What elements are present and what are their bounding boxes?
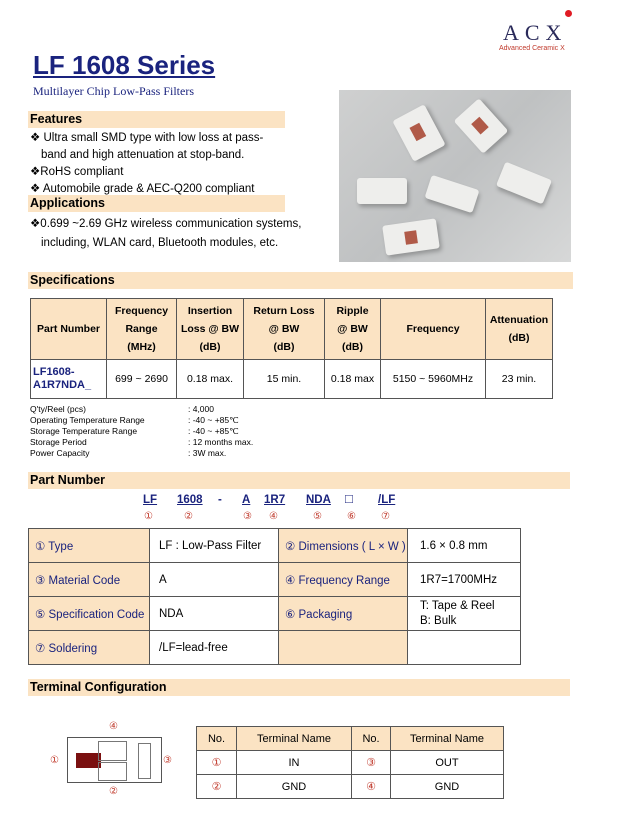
- pn-index: ④: [269, 511, 278, 522]
- terminal-row: [197, 775, 504, 799]
- terminal-header-row: [197, 727, 504, 751]
- spec-header: Part Number: [31, 299, 107, 360]
- pn-label: [279, 631, 408, 665]
- pn-table-row: [29, 631, 521, 665]
- spec-row: [31, 360, 553, 399]
- param-row: Q'ty/Reel (pcs) : 4,000: [30, 404, 214, 414]
- terminal-header: Terminal Name: [391, 727, 504, 751]
- logo: ACX: [503, 20, 568, 45]
- terminal-diagram: [67, 737, 162, 783]
- feature-item: ❖RoHS compliant: [30, 166, 124, 178]
- spec-return-loss: 15 min.: [244, 360, 325, 399]
- terminal-header: No.: [197, 727, 237, 751]
- pn-value: [408, 631, 521, 665]
- pn-value: /LF=lead-free: [150, 631, 279, 665]
- terminal-header: No.: [352, 727, 391, 751]
- terminal-name: GND: [237, 775, 352, 799]
- page-subtitle: Multilayer Chip Low-Pass Filters: [33, 84, 194, 98]
- feature-item: ❖ Ultra small SMD type with low loss at pass-: [30, 132, 264, 144]
- spec-header: Frequency: [381, 299, 486, 360]
- feature-item: band and high attenuation at stop-band.: [41, 149, 245, 161]
- page-title: LF 1608 Series: [33, 50, 216, 80]
- pn-label: ④ Frequency Range: [279, 563, 408, 597]
- pn-label: ⑦ Soldering: [29, 631, 150, 665]
- part-number-heading: Part Number: [28, 472, 570, 489]
- spec-header-row: [31, 299, 553, 360]
- pn-index: ⑤: [313, 511, 322, 522]
- application-item: including, WLAN card, Bluetooth modules, etc.: [41, 237, 279, 249]
- terminal-3-label: ③: [163, 755, 172, 766]
- terminal-row: [197, 751, 504, 775]
- feature-item: ❖ Automobile grade & AEC-Q200 compliant: [30, 183, 255, 195]
- pn-code-lf: LF: [143, 494, 158, 506]
- terminal-name: OUT: [391, 751, 504, 775]
- param-row: Operating Temperature Range : -40 ~ +85℃: [30, 415, 239, 425]
- pn-value: 1R7=1700MHz: [408, 563, 521, 597]
- applications-heading: Applications: [28, 195, 285, 212]
- spec-frequency: 5150 ~ 5960MHz: [381, 360, 486, 399]
- terminal-header: Terminal Name: [237, 727, 352, 751]
- pn-index: ⑦: [381, 511, 390, 522]
- pn-label: ① Type: [29, 529, 150, 563]
- terminal-name: GND: [391, 775, 504, 799]
- pn-value: 1.6 × 0.8 mm: [408, 529, 521, 563]
- spec-header: Insertion Loss @ BW (dB): [177, 299, 244, 360]
- pn-table-row: [29, 597, 521, 631]
- pn-index: ①: [144, 511, 153, 522]
- terminal-2-label: ②: [109, 786, 118, 797]
- applications-list: [30, 215, 301, 253]
- terminal-no: ④: [352, 775, 391, 799]
- pn-index: ③: [243, 511, 252, 522]
- pn-code-packaging: □: [345, 491, 353, 506]
- pn-code-soldering: /LF: [378, 494, 396, 506]
- spec-insertion-loss: 0.18 max.: [177, 360, 244, 399]
- terminal-name: IN: [237, 751, 352, 775]
- pn-index: ②: [184, 511, 193, 522]
- terminal-no: ①: [197, 751, 237, 775]
- output-pad: [138, 743, 151, 779]
- pn-value: A: [150, 563, 279, 597]
- pn-code-spec: NDA: [306, 494, 331, 506]
- features-list: [30, 130, 263, 198]
- terminal-no: ②: [197, 775, 237, 799]
- gnd-pad-bottom: [98, 762, 127, 781]
- specifications-table: [30, 298, 553, 399]
- spec-ripple: 0.18 max: [325, 360, 381, 399]
- terminal-no: ③: [352, 751, 391, 775]
- spec-freq-range: 699 ~ 2690: [107, 360, 177, 399]
- param-row: Storage Temperature Range : -40 ~ +85℃: [30, 426, 239, 436]
- parameters-list: [30, 404, 330, 459]
- pn-index: ⑥: [347, 511, 356, 522]
- part-number-table: [28, 528, 521, 665]
- pn-table-row: [29, 529, 521, 563]
- pn-value: NDA: [150, 597, 279, 631]
- pn-value: LF : Low-Pass Filter: [150, 529, 279, 563]
- pn-value: T: Tape & Reel B: Bulk: [408, 597, 521, 631]
- spec-header: Return Loss @ BW (dB): [244, 299, 325, 360]
- pn-label: ⑤ Specification Code: [29, 597, 150, 631]
- spec-header: Frequency Range (MHz): [107, 299, 177, 360]
- pn-code-dash: -: [218, 494, 222, 506]
- terminal-config-heading: Terminal Configuration: [28, 679, 570, 696]
- param-row: Power Capacity : 3W max.: [30, 448, 227, 458]
- pn-label: ⑥ Packaging: [279, 597, 408, 631]
- spec-header: Attenuation (dB): [486, 299, 553, 360]
- logo-dot: [565, 10, 572, 17]
- terminal-4-label: ④: [109, 721, 118, 732]
- product-photo: [339, 90, 571, 262]
- spec-header: Ripple @ BW (dB): [325, 299, 381, 360]
- spec-part-number: LF1608- A1R7NDA_: [31, 360, 107, 399]
- features-heading: Features: [28, 111, 285, 128]
- pn-table-row: [29, 563, 521, 597]
- pn-code-freq: 1R7: [264, 494, 286, 506]
- logo-subtitle: Advanced Ceramic X: [499, 45, 565, 52]
- spec-attenuation: 23 min.: [486, 360, 553, 399]
- pn-label: ③ Material Code: [29, 563, 150, 597]
- gnd-pad-top: [98, 741, 127, 761]
- pn-label: ② Dimensions ( L × W ): [279, 529, 408, 563]
- terminal-1-label: ①: [50, 755, 59, 766]
- pn-code-size: 1608: [177, 494, 203, 506]
- specifications-heading: Specifications: [28, 272, 573, 289]
- pn-code-material: A: [242, 494, 251, 506]
- application-item: ❖0.699 ~2.69 GHz wireless communication systems,: [30, 218, 302, 230]
- terminal-table: [196, 726, 504, 799]
- param-row: Storage Period : 12 months max.: [30, 437, 254, 447]
